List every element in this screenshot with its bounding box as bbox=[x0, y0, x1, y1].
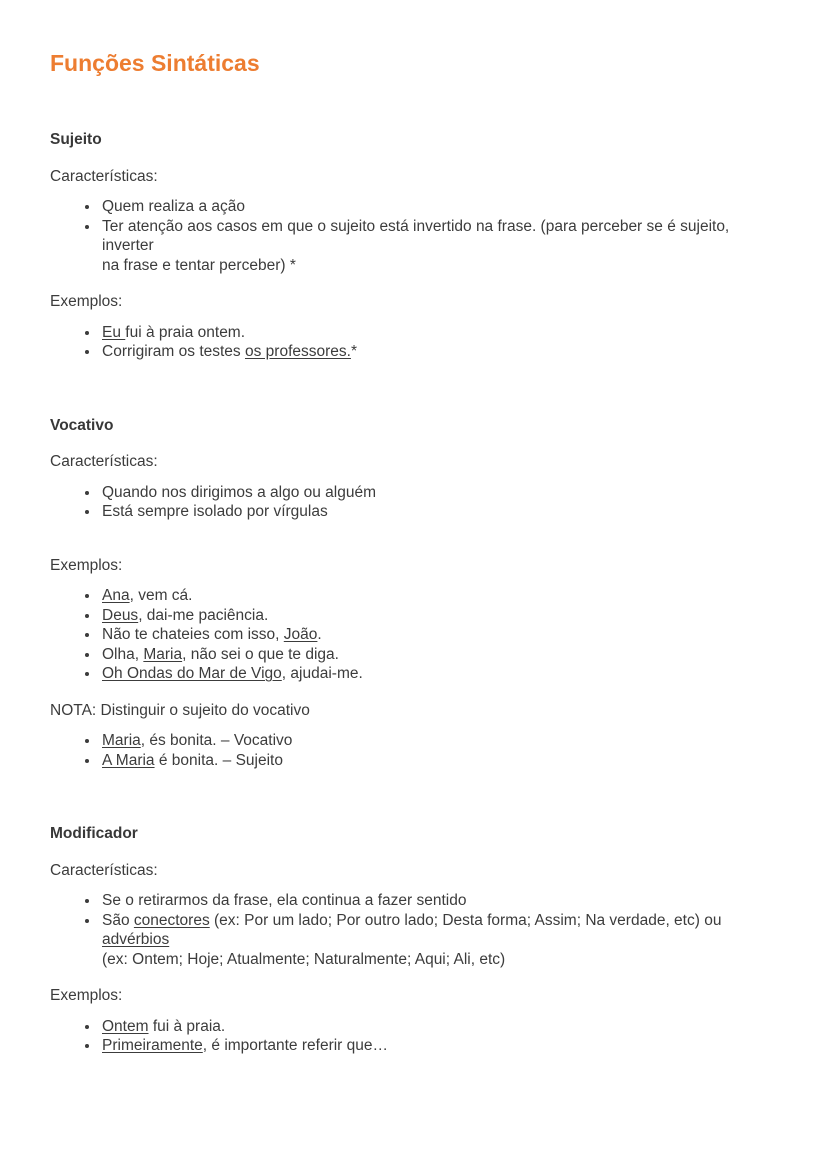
list-item bbox=[100, 645, 780, 665]
text-run: , não sei o que te diga. bbox=[182, 645, 339, 663]
text-run: Maria bbox=[102, 732, 141, 749]
list-item bbox=[100, 911, 780, 970]
examples-list bbox=[50, 586, 780, 684]
examples-label: Exemplos: bbox=[50, 987, 123, 1004]
text-run: , é importante referir que… bbox=[202, 1037, 389, 1054]
list-item bbox=[100, 891, 780, 911]
section-vocativo bbox=[50, 416, 780, 771]
page-title: Funções Sintáticas bbox=[50, 50, 260, 76]
characteristics-list bbox=[50, 891, 780, 969]
nota-label: NOTA: Distinguir o sujeito do vocativo bbox=[50, 701, 310, 719]
text-run: advérbios bbox=[102, 931, 170, 948]
list-item bbox=[100, 606, 780, 626]
text-run: na frase e tentar perceber) * bbox=[102, 256, 296, 274]
text-run: João bbox=[283, 626, 318, 643]
text-run: Está sempre isolado por vírgulas bbox=[102, 503, 328, 520]
list-item bbox=[100, 751, 780, 771]
list-item bbox=[100, 323, 780, 343]
list-item bbox=[100, 342, 780, 362]
text-run: conectores bbox=[133, 911, 210, 929]
list-item bbox=[100, 1036, 780, 1056]
text-run: Ana bbox=[102, 587, 130, 604]
section-modificador bbox=[50, 824, 780, 1056]
examples-list bbox=[50, 1017, 780, 1056]
list-item bbox=[100, 502, 780, 522]
text-run: , dai-me paciência. bbox=[138, 606, 269, 624]
text-run: Deus bbox=[102, 606, 139, 624]
text-run: Oh Ondas do Mar de Vigo bbox=[102, 665, 282, 682]
list-item bbox=[100, 625, 780, 645]
characteristics-list bbox=[50, 197, 780, 275]
text-run: fui à praia. bbox=[148, 1017, 226, 1035]
text-run: , és bonita. – Vocativo bbox=[140, 732, 293, 749]
text-run: Ontem bbox=[102, 1017, 149, 1035]
text-run: Quando nos dirigimos a algo ou alguém bbox=[102, 483, 377, 501]
list-item bbox=[100, 731, 780, 751]
examples-label: Exemplos: bbox=[50, 556, 123, 574]
list-item bbox=[100, 664, 780, 684]
text-run: , vem cá. bbox=[129, 587, 193, 604]
text-run: São bbox=[102, 911, 134, 929]
list-item bbox=[100, 217, 780, 276]
list-item bbox=[100, 483, 780, 503]
text-run: (ex: Ontem; Hoje; Atualmente; Naturalmente; Aqui; Ali, etc) bbox=[102, 950, 506, 968]
text-run: Corrigiram os testes bbox=[102, 343, 245, 360]
characteristics-label: Características: bbox=[50, 453, 158, 470]
text-run: . bbox=[317, 626, 322, 643]
examples-label: Exemplos: bbox=[50, 293, 123, 310]
text-run: os professores. bbox=[244, 343, 351, 360]
list-item bbox=[100, 197, 780, 217]
text-run: Ter atenção aos casos em que o sujeito está invertido na frase. (para perceber se é sujeito, inverter bbox=[102, 217, 730, 254]
characteristics-label: Características: bbox=[50, 167, 158, 185]
list-item bbox=[100, 586, 780, 606]
list-item bbox=[100, 1017, 780, 1037]
text-run: Quem realiza a ação bbox=[102, 198, 246, 215]
text-run: Se o retirarmos da frase, ela continua a fazer sentido bbox=[102, 892, 467, 909]
section-sujeito bbox=[50, 130, 780, 362]
text-run: * bbox=[350, 343, 357, 360]
text-run: , ajudai-me. bbox=[281, 665, 363, 682]
text-run: Não te chateies com isso, bbox=[102, 626, 284, 643]
text-run: fui à praia ontem. bbox=[125, 323, 246, 341]
section-heading: Vocativo bbox=[50, 416, 114, 434]
characteristics-label: Características: bbox=[50, 861, 158, 879]
text-run: Eu bbox=[102, 323, 126, 341]
text-run: (ex: Por um lado; Por outro lado; Desta forma; Assim; Na verdade, etc) ou bbox=[209, 911, 722, 929]
section-heading: Modificador bbox=[50, 825, 138, 842]
text-run: Olha, bbox=[102, 645, 144, 663]
text-run: A Maria bbox=[102, 751, 155, 769]
text-run: Maria bbox=[143, 645, 183, 663]
text-run: é bonita. – Sujeito bbox=[154, 751, 283, 769]
text-run: Primeiramente bbox=[102, 1037, 203, 1054]
examples-list bbox=[50, 323, 780, 362]
section-heading: Sujeito bbox=[50, 131, 102, 148]
characteristics-list bbox=[50, 483, 780, 522]
nota-examples-list bbox=[50, 731, 780, 770]
